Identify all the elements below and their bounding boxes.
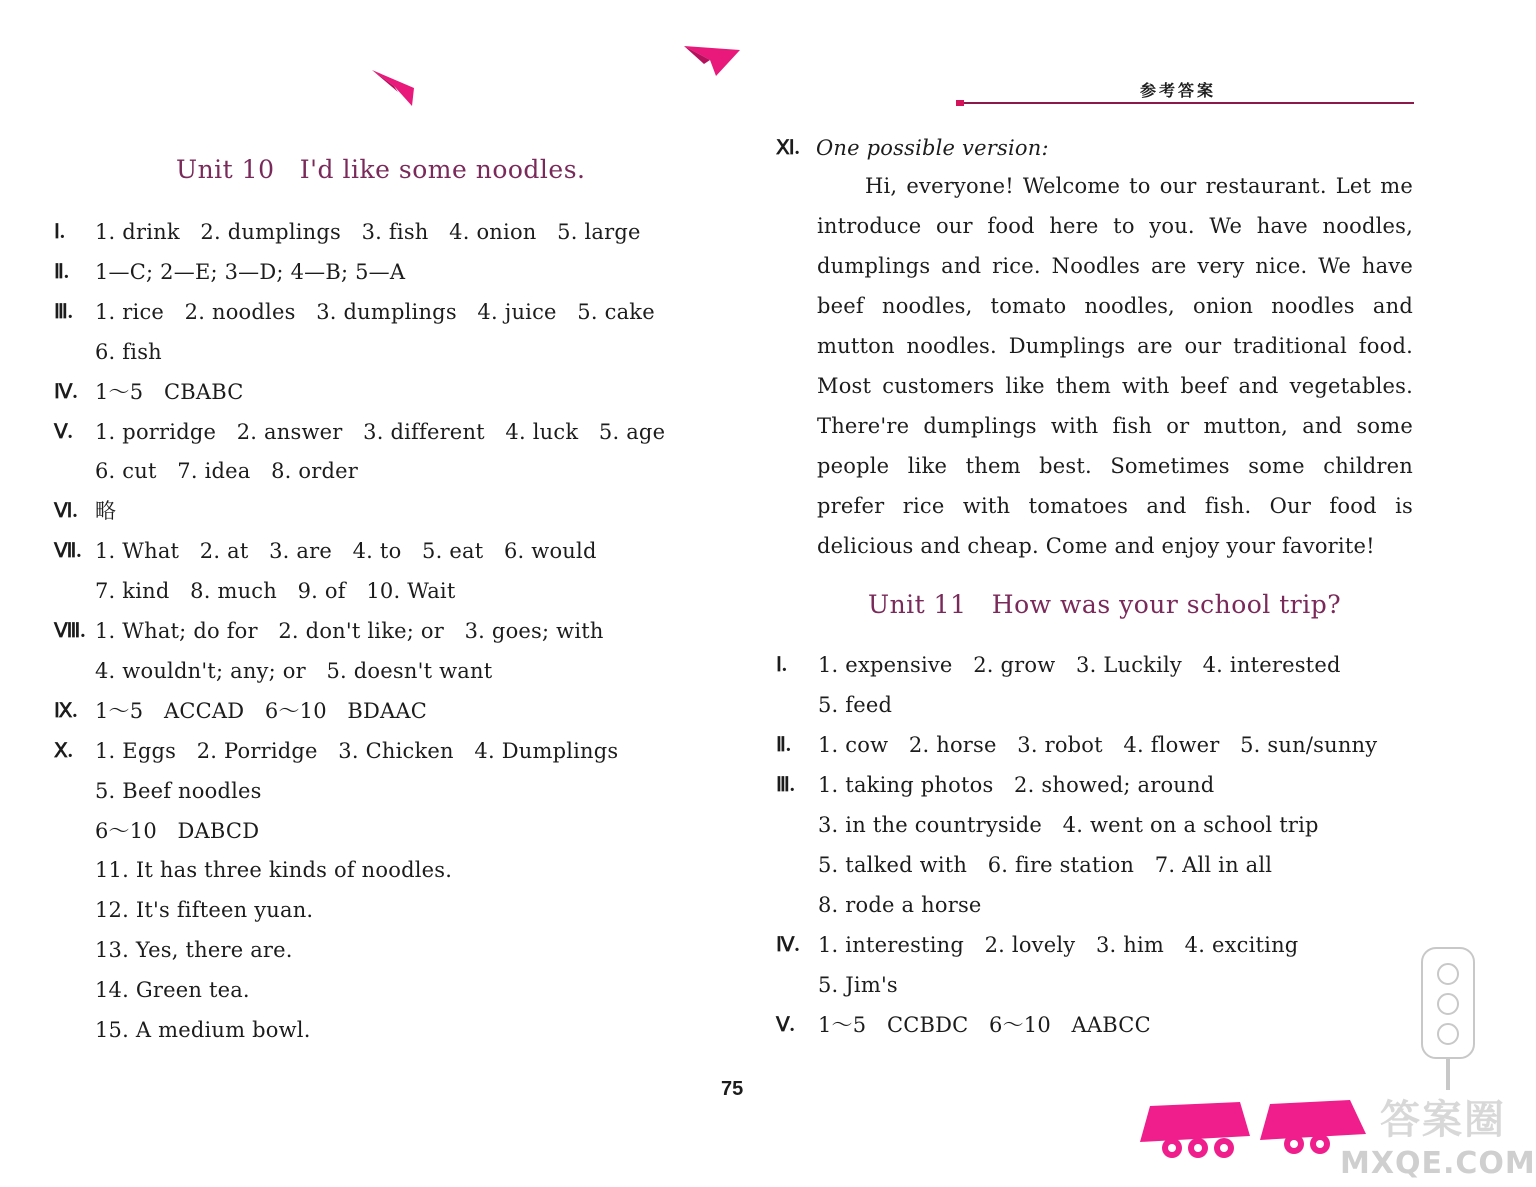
left-row-number: Ⅰ.: [54, 221, 65, 243]
right-row-text: 5. Jim's: [818, 973, 898, 997]
left-row-number: Ⅸ.: [54, 699, 78, 722]
sample-essay: Hi, everyone! Welcome to our restaurant. Let me introduce our food here to you. We have noodles, dumplings and rice. Noodles are very nice. We have beef noodles, tomato noodles, onion noodles and mutton noodles. Dumplings are our traditional food. Most customers like them with beef and vegetables. There're dumplings with fish or mutton, and some people like them best. Sometimes some children prefer rice with tomatoes and fish. Our food is delicious and cheap. Come and enjoy your favorite!: [817, 174, 1413, 558]
left-row-text: 4. wouldn't; any; or 5. doesn't want: [95, 658, 493, 683]
watermark-logo: 答案圈: [1380, 1097, 1506, 1143]
left-row-number: Ⅴ.: [54, 420, 73, 443]
header-title: 参考答案: [1140, 81, 1217, 100]
left-row-text: 6. fish: [95, 339, 162, 364]
left-row-number: Ⅱ.: [54, 260, 69, 283]
left-row-text: 5. Beef noodles: [95, 778, 262, 803]
right-row-text: 5. talked with 6. fire station 7. All in all: [818, 853, 1273, 877]
left-row-text: 1～5 CBABC: [95, 379, 244, 404]
watermark-text: MXQE.COM: [1340, 1146, 1536, 1181]
left-row-text: 6. cut 7. idea 8. order: [95, 459, 359, 484]
left-row-text: 1. What 2. at 3. are 4. to 5. eat 6. would: [95, 539, 597, 564]
left-row-text: 12. It's fifteen yuan.: [95, 898, 314, 923]
left-row-text: 1. drink 2. dumplings 3. fish 4. onion 5. large: [95, 220, 641, 244]
right-row-text: 1. taking photos 2. showed; around: [818, 773, 1215, 797]
header-rule: [964, 102, 1414, 104]
right-row-text: 1. cow 2. horse 3. robot 4. flower 5. sun/sunny: [818, 733, 1378, 757]
paper-plane-icon: [368, 66, 420, 110]
left-row-text: 15. A medium bowl.: [95, 1018, 311, 1042]
left-row-text: 6～10 DABCD: [95, 818, 260, 843]
paper-plane-icon-2: [680, 42, 744, 82]
right-row-text: 1. interesting 2. lovely 3. him 4. exciting: [818, 933, 1299, 957]
right-row-text: 1～5 CCBDC 6～10 AABCC: [818, 1013, 1151, 1037]
page-number: 75: [721, 1078, 744, 1100]
right-row-number: Ⅴ.: [776, 1014, 795, 1036]
left-row-text: 略: [95, 499, 117, 524]
left-row-number: Ⅵ.: [54, 500, 78, 523]
left-row-text: 1. rice 2. noodles 3. dumplings 4. juice 5. cake: [95, 299, 655, 324]
right-row-text: 5. feed: [818, 693, 893, 717]
right-row-text: 1. expensive 2. grow 3. Luckily 4. interested: [818, 653, 1341, 677]
left-row-text: 13. Yes, there are.: [95, 938, 293, 963]
left-row-text: 1. porridge 2. answer 3. different 4. luck 5. age: [95, 419, 666, 444]
unit-11-title: Unit 11 How was your school trip?: [868, 590, 1342, 619]
left-row-text: 7. kind 8. much 9. of 10. Wait: [95, 579, 456, 604]
right-row-text: 8. rode a horse: [818, 893, 982, 917]
left-row-number: Ⅳ.: [54, 380, 78, 403]
left-row-number: Ⅶ.: [54, 540, 82, 563]
left-row-text: 1—C; 2—E; 3—D; 4—B; 5—A: [95, 259, 406, 284]
traffic-light-icon: [1418, 944, 1478, 1094]
left-row-text: 1. Eggs 2. Porridge 3. Chicken 4. Dumplings: [95, 738, 619, 763]
section-xi-number: Ⅺ.: [776, 137, 800, 159]
header-rule-dot: [956, 100, 964, 106]
right-row-text: 3. in the countryside 4. went on a school trip: [818, 813, 1319, 837]
right-row-number: Ⅱ.: [776, 734, 791, 756]
right-row-number: Ⅰ.: [776, 654, 787, 676]
left-row-number: Ⅹ.: [54, 739, 73, 762]
unit-10-title: Unit 10 I'd like some noodles.: [176, 155, 586, 184]
left-row-number: Ⅷ.: [54, 620, 86, 642]
section-xi-label: One possible version:: [816, 136, 1049, 160]
left-row-text: 1～5 ACCAD 6～10 BDAAC: [95, 698, 428, 723]
left-row-text: 11. It has three kinds of noodles.: [95, 858, 453, 883]
right-row-number: Ⅳ.: [776, 934, 800, 956]
left-row-text: 1. What; do for 2. don't like; or 3. goes; with: [95, 619, 604, 643]
left-row-text: 14. Green tea.: [95, 978, 250, 1003]
right-row-number: Ⅲ.: [776, 774, 795, 796]
left-row-number: Ⅲ.: [54, 300, 73, 323]
